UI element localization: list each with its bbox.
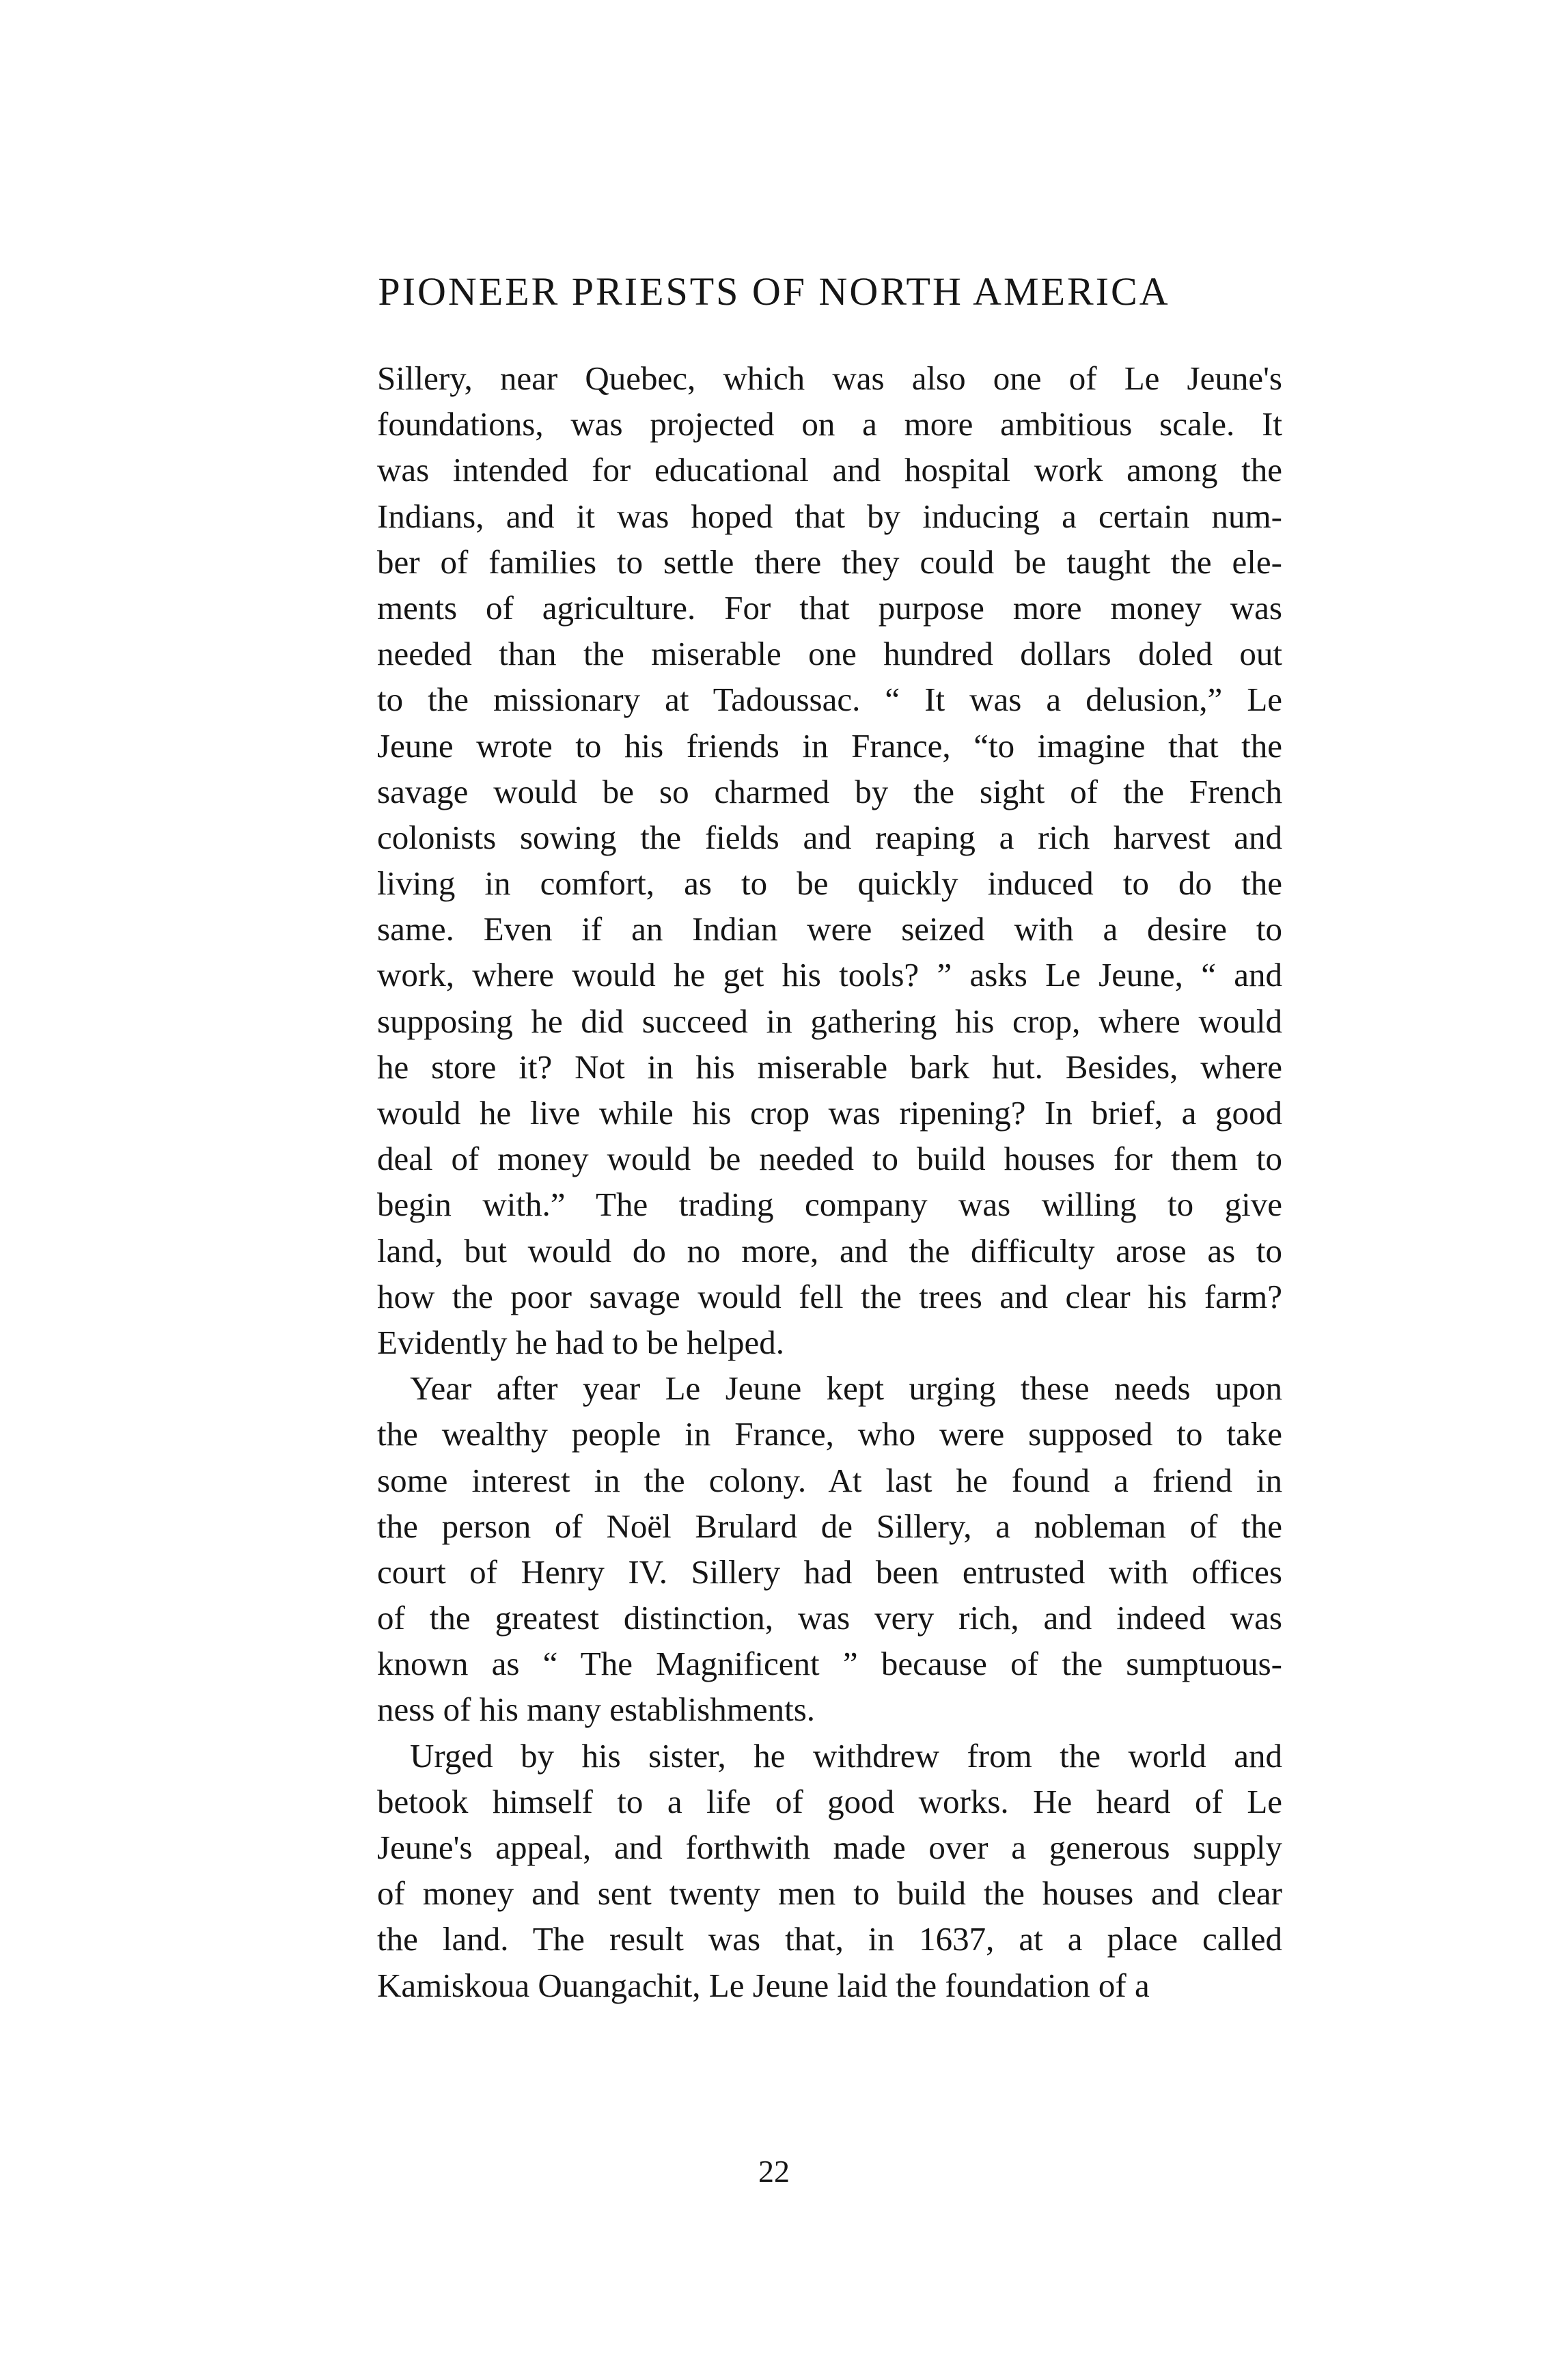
text-line: of money and sent twenty men to build the houses and clear — [377, 1874, 1282, 1913]
text-line: colonists sowing the fields and reaping a rich harvest and — [377, 818, 1282, 856]
text-line: of the greatest distinction, was very rich, and indeed was — [377, 1599, 1282, 1637]
text-line: to the missionary at Tadoussac. “ It was a delusion,” Le — [377, 681, 1282, 719]
text-line: ments of agriculture. For that purpose more money was — [377, 588, 1282, 627]
body-text — [377, 355, 1282, 2008]
paragraph — [377, 355, 1282, 1365]
text-line: Year after year Le Jeune kept urging these needs upon — [410, 1369, 1282, 1408]
paragraph — [377, 1733, 1282, 2008]
text-line: land, but would do no more, and the difficulty arose as to — [377, 1231, 1282, 1270]
text-line: Indians, and it was hoped that by inducing a certain num- — [377, 497, 1282, 535]
text-line: some interest in the colony. At last he found a friend in — [377, 1461, 1282, 1499]
text-line: the person of Noël Brulard de Sillery, a nobleman of the — [377, 1507, 1282, 1545]
text-line: ness of his many establishments. — [377, 1691, 816, 1729]
text-line: the land. The result was that, in 1637, at a place called — [377, 1920, 1282, 1958]
text-line: ber of families to settle there they could be taught the ele- — [377, 543, 1282, 581]
text-line: work, where would he get his tools? ” asks Le Jeune, “ and — [377, 956, 1282, 994]
running-head: PIONEER PRIESTS OF NORTH AMERICA — [378, 269, 1170, 314]
text-line: betook himself to a life of good works. He heard of Le — [377, 1782, 1282, 1820]
text-line: known as “ The Magnificent ” because of the sumptuous- — [377, 1645, 1282, 1683]
text-line: Sillery, near Quebec, which was also one of Le Jeune's — [377, 359, 1282, 397]
text-line: living in comfort, as to be quickly induced to do the — [377, 864, 1282, 903]
text-line: he store it? Not in his miserable bark hut. Besides, where — [377, 1048, 1282, 1086]
text-line: court of Henry IV. Sillery had been entrusted with offices — [377, 1553, 1282, 1591]
text-line: Jeune wrote to his friends in France, “to imagine that the — [377, 726, 1282, 765]
text-line: was intended for educational and hospital work among the — [377, 451, 1282, 489]
text-line: would he live while his crop was ripening? In brief, a good — [377, 1094, 1282, 1132]
text-line: begin with.” The trading company was willing to give — [377, 1186, 1282, 1224]
text-line: deal of money would be needed to build houses for them to — [377, 1140, 1282, 1178]
text-line: same. Even if an Indian were seized with a desire to — [377, 910, 1282, 948]
text-line: savage would be so charmed by the sight of the French — [377, 772, 1282, 810]
text-line: the wealthy people in France, who were supposed to take — [377, 1415, 1282, 1453]
text-line: supposing he did succeed in gathering his crop, where would — [377, 1002, 1282, 1040]
paragraphs — [377, 355, 1282, 2008]
text-line: needed than the miserable one hundred dollars doled out — [377, 635, 1282, 673]
text-line: foundations, was projected on a more ambitious scale. It — [377, 405, 1282, 443]
text-line: Evidently he had to be helped. — [377, 1323, 784, 1361]
paragraph — [377, 1365, 1282, 1733]
page-number: 22 — [758, 2154, 790, 2189]
text-line: Jeune's appeal, and forthwith made over a generous supply — [377, 1829, 1282, 1866]
text-line: Kamiskoua Ouangachit, Le Jeune laid the foundation of a — [377, 1966, 1150, 2004]
text-line: Urged by his sister, he withdrew from the world and — [410, 1736, 1282, 1775]
text-line: how the poor savage would fell the trees and clear his farm? — [377, 1277, 1282, 1315]
